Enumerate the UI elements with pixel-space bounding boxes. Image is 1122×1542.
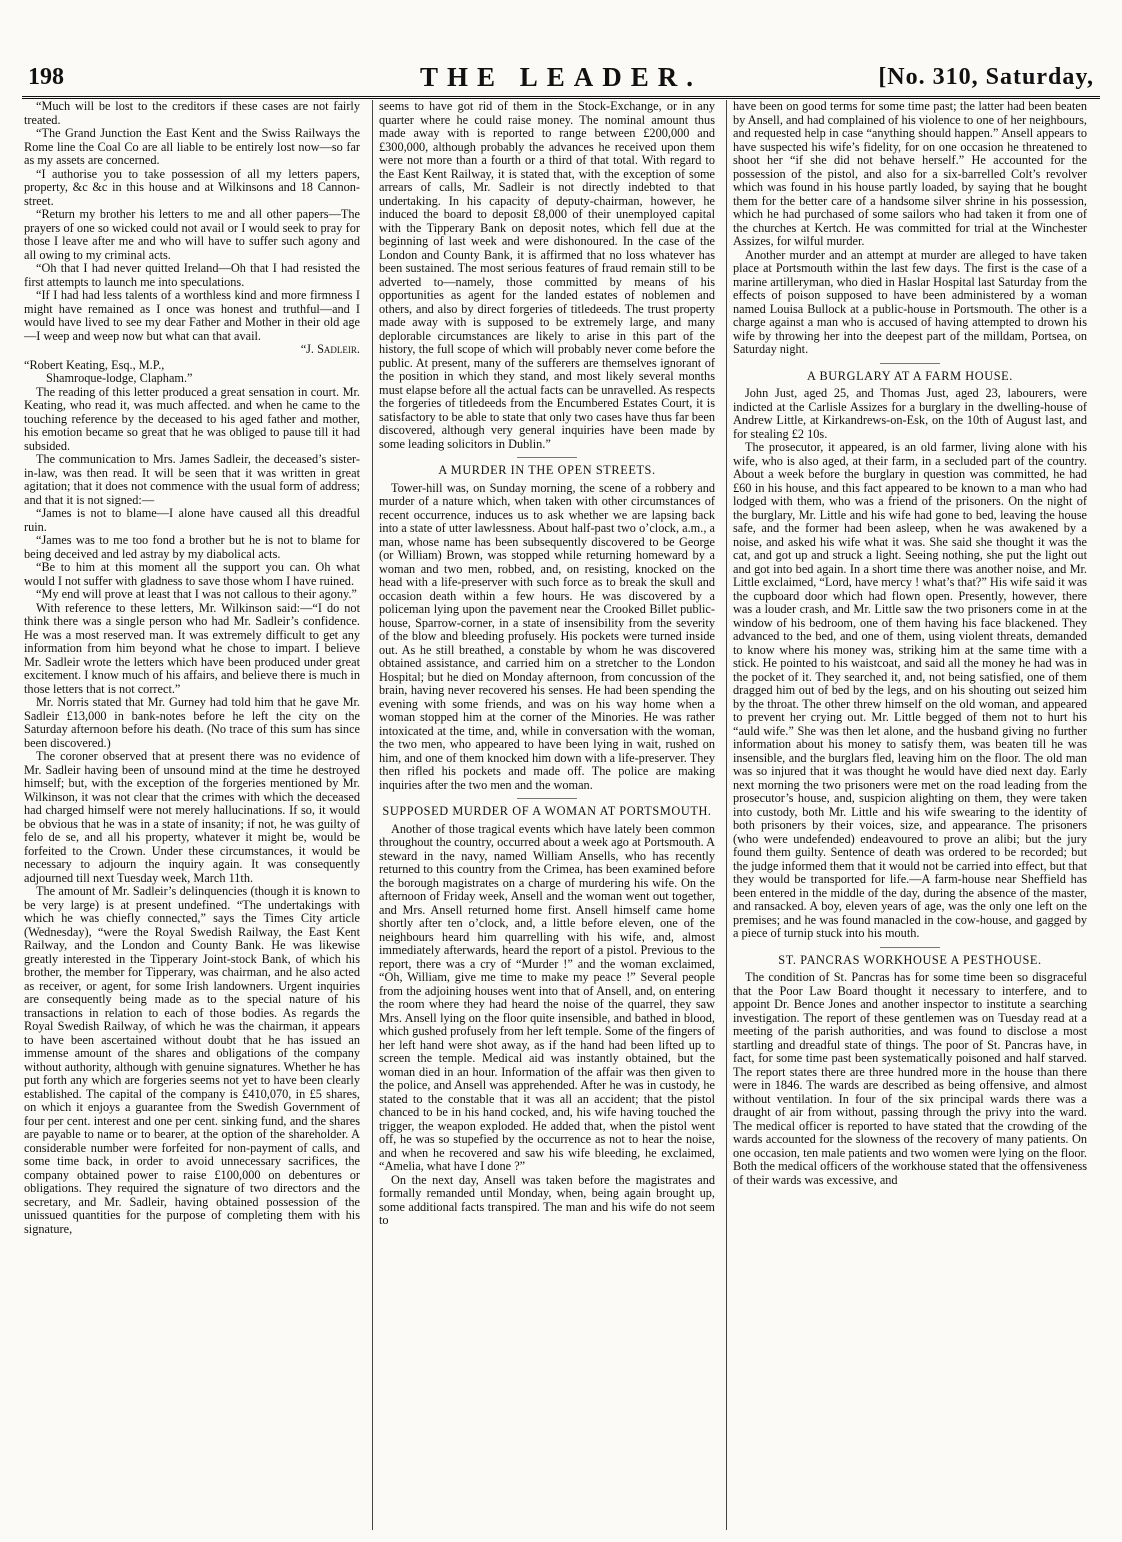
divider xyxy=(880,947,940,948)
paragraph: Another of those tragical events which have lately been common throughout the country, occurred about a week ago at Portsmouth. A steward in the navy, named William Ansells, who has recently returned to this country from the Crimea, has been examined before the borough magistrates on a charge of murdering his wife. On the afternoon of Friday week, Ansell and the woman went out together, and Mrs. Ansell returned home first. Ansell himself came home shortly after ten o’clock, and, a little before eleven, one of the neighbours heard him quarrelling with his wife, and, almost immediately afterwards, heard the report of a pistol. Previous to the report, there was a cry of “Murder !” and the woman exclaimed, “Oh, William, give me time to make my peace !” Several people from the adjoining houses went into that of Ansell, and, on entering the room where they had heard the noise of the quarrel, they saw Mrs. Ansell lying on the floor quite insensible, and bathed in blood, which gushed profusely from her left temple. Some of the fingers of her left hand were shot away, as if the hand had been lifted up to screen the temple. Medical aid was instantly obtained, but the woman died in an hour. Information of the affair was then given to the police, and Ansell was apprehended. After he was in custody, he stated to the constable that it was all an accident; that the pistol chanced to be in his hand cocked, and, his wife having touched the trigger, the weapon exploded. He added that, when the pistol went off, he was so stupefied by the occurrence as not to hear the noise, and when he recovered and saw his wife bleeding, he exclaimed, “Amelia, what have I done ?” xyxy=(379,821,715,1173)
paragraph: “Return my brother his letters to me and all other papers—The prayers of one so wicked could not avail or I would seek to pray for those I leave after me and who will have to suffer such agony and all owing to my criminal acts. xyxy=(24,207,360,262)
paragraph: The amount of Mr. Sadleir’s delinquencies (though it is known to be very large) is at present undefined. “The undertakings with which he was chiefly connected,” says the Times City article (Wednesday), “were the Royal Swedish Railway, the East Kent Railway, and the London and County Bank. He was likewise greatly interested in the Tipperary Joint-stock Bank, of which his brother, the member for Tipperary, was chairman, and he also acted as receiver, or agent, for some Irish landowners. Urgent inquiries are consequently being made as to the special nature of his transactions in relation to each of those bodies. As regards the Royal Swedish Railway, of which he was the chairman, it appears to have been ascertained without doubt that he has issued an immense amount of the shares and obligations of the company without authority, although with genuine signatures. Whether he has put forth any which are forgeries seems not yet to have been clearly established. The capital of the company is £410,070, in £5 shares, on which it enjoys a guarantee from the Swedish Government of four per cent. interest and one per cent. sinking fund, and the shares are payable to name or to bearer, at the option of the shareholder. A considerable number were forfeited for non-payment of calls, and some time back, in order to avoid unnecessary sacrifices, the company obtained power to raise £100,000 on debentures or obligations. They required the signature of two directors and the secretary, and Mr. Sadleir, having obtained possession of the unissued quantities for the purpose of completing them with his signature, xyxy=(24,884,360,1236)
divider xyxy=(517,798,577,799)
masthead xyxy=(22,62,1100,99)
paragraph: The prosecutor, it appeared, is an old farmer, living alone with his wife, who is also aged, at their farm, in a secluded part of the country. About a week before the burglary in question was committed, he had £60 in his house, and this fact appeared to be known to a man who had lodged with them, who was a friend of the prisoners. On the night of the burglary, Mr. Little and his wife had gone to bed, leaving the house safe, and the former had been asleep, when he was awakened by a noise, and asked his wife what it was. She said she thought it was the cat, and got up and struck a light. Seeing nothing, she put the light out and got into bed again. In a short time there was another noise, and Mr. Little exclaimed, “Lord, have mercy ! what’s that?” His wife said it was the cupboard door which had flown open. Presently, however, there was a louder crash, and Mr. Little saw the two prisoners come in at the window of his bedroom, one of them having his face blackened. They advanced to the bed, and one of them, using violent threats, demanded to know where his money was, striking him at the same time with a stick. He pointed to his waistcoat, and said all the money he had was in the pocket of it. They searched it, and, not being satisfied, one of them dragged him out of bed by the legs, and on his shouting out seized him by the throat. The other threw himself on the old woman, and appeared to prevent her crying out. Mr. Little begged of them not to hurt his “auld wife.” She was then let alone, and the husband giving no further information about his money to satisfy them, was beaten till he was insensible, and the burglars fled, leaving him on the floor. The old man was so injured that it was thought he would have died next day. Early next morning the two prisoners were met on the road leading from the prosecutor’s house, and, suspicion alighting on them, they were taken into custody, both Mr. Little and his wife swearing to the identity of both prisoners by their voices, size, and appearance. The prisoners (who were undefended) endeavoured to prove an alibi; but the jury found them guilty. Sentence of death was ordered to be recorded; but the judge informed them that it would not be carried into effect, but that they would be transported for life.—A farm-house near Sheffield has been entered in the middle of the day, during the absence of the master, and ransacked. A boy, eleven years of age, was the only one left on the premises; and he was found manacled in the cow-house, and gagged by a piece of turnip stuck into his mouth. xyxy=(733,440,1087,940)
article-heading: ST. PANCRAS WORKHOUSE A PESTHOUSE. xyxy=(778,952,1042,967)
paragraph: With reference to these letters, Mr. Wilkinson said:—“I do not think there was a single person who had Mr. Sadleir’s confidence. He was a most reserved man. It was extremely difficult to get any information from him beyond what he chose to impart. I believe Mr. Sadleir wrote the letters which have been produced under great excitement. I know much of his affairs, and believe there is much in those letters that is not correct.” xyxy=(24,600,360,696)
paragraph: Another murder and an attempt at murder are alleged to have taken place at Portsmouth within the last few days. The first is the case of a marine artilleryman, who died in Haslar Hospital last Saturday from the effects of poison supposed to have been administered by a woman named Louisa Bullock at a public-house in Portsmouth. The other is a charge against a man who is accused of having attempted to drown his wife by throwing her into the deepest part of the milldam, Portsea, on Saturday night. xyxy=(733,247,1087,356)
paragraph: seems to have got rid of them in the Stock-Exchange, or in any quarter where he could raise money. The nominal amount thus made away with is reported to range between £200,000 and £300,000, although probably the advances he received upon them were not more than a fourth or a third of that total. With regard to the East Kent Railway, it is stated that, with the exception of some arrears of calls, Mr. Sadleir is not directly indebted to that undertaking. In his capacity of deputy-chairman, however, he induced the board to deposit £8,000 of their unemployed capital with the Tipperary Bank on deposit notes, which fell due at the beginning of last week and were dishonoured. In the case of the London and County Bank, it is affirmed that no loss whatever has been sustained. The most serious features of fraud remain still to be adverted to—namely, those committed by means of his opportunities as agent for the landed estates of noblemen and others, and also by direct forgeries of titledeeds. The trust property made away with is supposed to be extremely large, and many deplorable circumstances are likely to arise in this part of the history, the full scope of which will probably never come before the public. At present, many of the sufferers are themselves ignorant of the position in which they stand, and most likely several months must elapse before all the actual facts can be unravelled. As respects the forgeries of titledeeds from the Encumbered Estates Court, it is satisfactory to be able to state that only two cases have thus far been discovered, although very general inquiries have been made by some leading solicitors in Dublin.” xyxy=(379,100,715,451)
letter-signature: “J. Sadleir. xyxy=(300,342,360,356)
paragraph: “James was to me too fond a brother but he is not to blame for being deceived and led astray by my diabolical acts. xyxy=(24,533,360,561)
paragraph: John Just, aged 25, and Thomas Just, aged 23, labourers, were indicted at the Carlisle Assizes for a burglary in the dwelling-house of Andrew Little, at Kirkandrews-on-Esk, on the 10th of August last, and for stealing £2 10s. xyxy=(733,386,1087,441)
paragraph: On the next day, Ansell was taken before the magistrates and formally remanded until Monday, when, being again brought up, some additional facts transpired. The man and his wife do not seem to xyxy=(379,1172,715,1227)
paragraph: The reading of this letter produced a great sensation in court. Mr. Keating, who read it, was much affected. and when he came to the touching reference by the deceased to his aged father and mother, his emotion became so great that he was obliged to pause till it had subsided. xyxy=(24,384,360,453)
paragraph: “The Grand Junction the East Kent and the Swiss Railways the Rome line the Coal Co are all liable to be entirely lost now—so far as my assets are concerned. xyxy=(24,126,360,167)
paragraph: “Oh that I had never quitted Ireland—Oh that I had resisted the first attempts to launch me into speculations. xyxy=(24,261,360,289)
paragraph: “I authorise you to take possession of all my letters papers, property, &c &c in this house and at Wilkinsons and 18 Cannon-street. xyxy=(24,166,360,208)
letter-address: “Robert Keating, Esq., M.P., xyxy=(24,357,165,372)
newspaper-title: THE LEADER. xyxy=(419,62,703,92)
paragraph: The coroner observed that at present there was no evidence of Mr. Sadleir having been of unsound mind at the time he destroyed himself; but, with the exception of the forgeries mentioned by Mr. Wilkinson, it was not clear that the crimes with which the deceased had charged himself were not merely hallucinations. If so, it would be obvious that he was in a state of insanity; if not, he was guilty of felo de se, and all his property, whatever it might be, would be forfeited to the Crown. Under these circumstances, it would be necessary to adjourn the inquiry again. It was consequently adjourned till next Tuesday week, March 11th. xyxy=(24,749,360,885)
column-1 xyxy=(24,100,360,1530)
paragraph: have been on good terms for some time past; the latter had been beaten by Ansell, and had complained of his violence to one of her neighbours, and requested help in case “anything should happen.” Ansell appears to have suspected his wife’s fidelity, for on one occasion he threatened to shoot her “if she did not behave herself.” He accounted for the possession of the pistol, and also for a six-barrelled Colt’s revolver which was found in his house partly loaded, by saying that he bought them for the better care of a handsome silver shrine in his possession, which he had purchased of some sailors who had taken it from one of the churches at Kertch. He was committed for trial at the Winchester Assizes, for wilful murder. xyxy=(733,100,1087,248)
paragraph: The communication to Mrs. James Sadleir, the deceased’s sister-in-law, was then read. It will be seen that it was written in great agitation; that it does not commence with the usual form of address; and that it is not signed:— xyxy=(24,452,360,507)
paragraph: Tower-hill was, on Sunday morning, the scene of a robbery and murder of a nature which, when taken with other circumstances of recent occurrence, induces us to ask whether we are lapsing back into a state of utter lawlessness. About half-past two o’clock, a.m., a man, whose name has been subsequently discovered to be George (or William) Brown, was stopped while returning homeward by a woman and two men, robbed, and, on resisting, knocked on the head with a life-preserver with such force as to break the skull and occasion death within a few hours. He was discovered by a policeman lying upon the pavement near the Crooked Billet public-house, Sparrow-corner, in a state of insensibility from the severity of the blow and bleeding profusely. His pockets were turned inside out. As he still breathed, a constable by whom he was discovered obtained assistance, and carried him on a stretcher to the London Hospital; but he died on Monday afternoon, from concussion of the brain, having never recovered his senses. He had been spending the evening with some friends, and was on his way home when a woman stopped him at the corner of the Minories. He was rather intoxicated at the time, and, while in conversation with the woman, the two men, who appeared to have been lying in wait, rushed on him, and one of them knocked him down with a life-preserver. They then rifled his pockets and made off. The police are making inquiries after the two men and the woman. xyxy=(379,480,715,792)
article-heading: A BURGLARY AT A FARM HOUSE. xyxy=(807,368,1013,383)
paragraph: “If I had had less talents of a worthless kind and more firmness I might have remained as I once was honest and truthful—and I would have lived to see my dear Father and Mother in their old age—I weep and weep now but what can that avail. xyxy=(24,288,360,343)
paragraph: The condition of St. Pancras has for some time been so disgraceful that the Poor Law Board thought it necessary to interfere, and to appoint Dr. Bence Jones and another inspector to institute a searching investigation. The report of these gentlemen was on Tuesday read at a meeting of the parish authorities, and was found to disclose a most startling and dreadful state of things. The poor of St. Pancras have, in fact, for some time past been systematically poisoned and half starved. The report states there are three hundred more in the house than there were in 1846. The wards are described as being offensive, and almost without ventilation. In four of the six principal wards there was a draught of air from without, passing through the privy into the ward. The medical officer is reported to have stated that the crowding of the wards accounted for the slowness of the recovery of many patients. On one occasion, ten male patients and two women were lying on the floor. Both the medical officers of the workhouse stated that the offensiveness of their wards was excessive, and xyxy=(733,970,1087,1187)
page-number: 198 xyxy=(28,64,64,90)
article-heading: SUPPOSED MURDER OF A WOMAN AT PORTSMOUTH. xyxy=(382,804,712,818)
article-heading: A MURDER IN THE OPEN STREETS. xyxy=(438,463,656,477)
column-2 xyxy=(372,100,715,1530)
divider xyxy=(880,363,940,364)
paragraph: “Be to him at this moment all the support you can. Oh what would I not suffer with gladness to save those whom I have ruined. xyxy=(24,560,360,588)
paragraph: “Much will be lost to the creditors if these cases are not fairly treated. xyxy=(24,100,360,127)
paragraph: “James is not to blame—I alone have caused all this dreadful ruin. xyxy=(24,506,360,534)
issue-info: [No. 310, Saturday, xyxy=(878,64,1094,90)
letter-address: Shamroque-lodge, Clapham.” xyxy=(46,371,193,385)
column-3 xyxy=(726,100,1087,1530)
paragraph: Mr. Norris stated that Mr. Gurney had told him that he gave Mr. Sadleir £13,000 in bank-notes before he left the city on the Saturday afternoon before his death. (No trace of this sum has since been discovered.) xyxy=(24,695,360,750)
paragraph: “My end will prove at least that I was not callous to their agony.” xyxy=(36,587,357,601)
divider xyxy=(517,457,577,458)
